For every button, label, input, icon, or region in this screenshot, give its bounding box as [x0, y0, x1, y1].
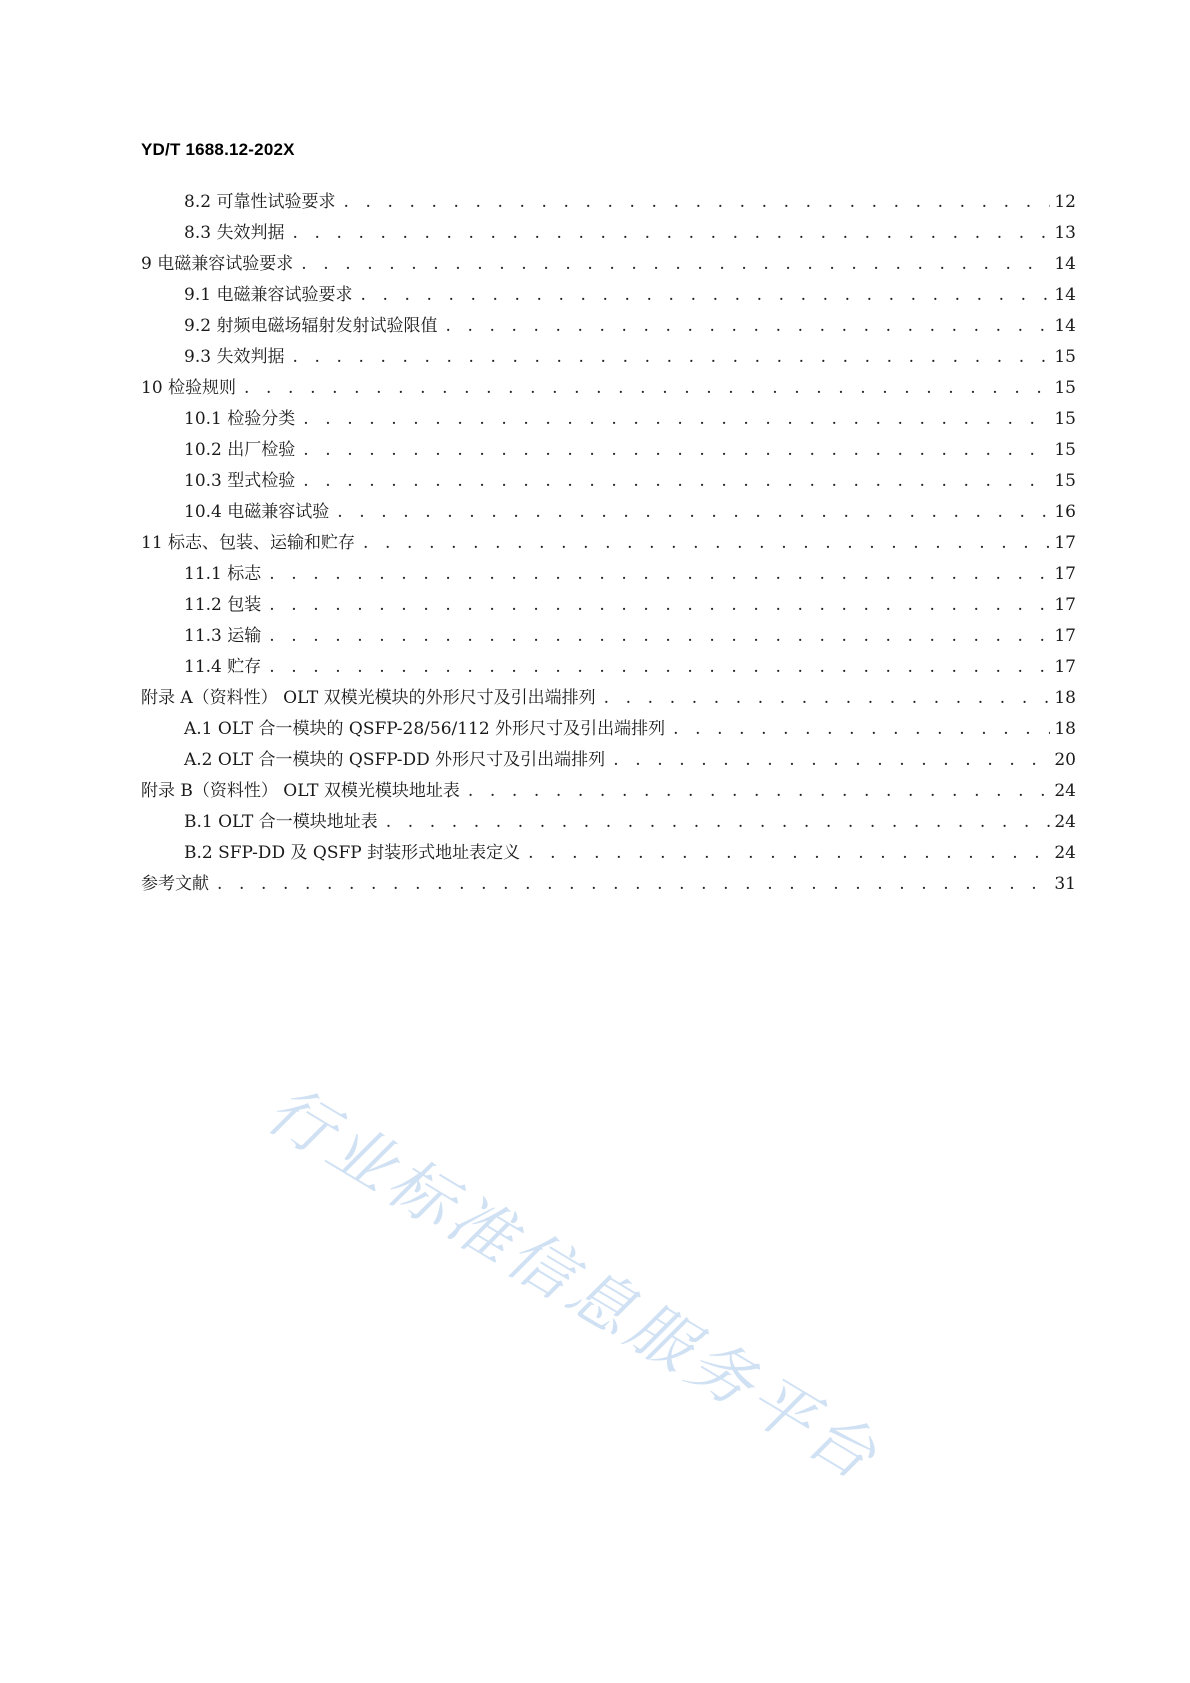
toc-entry[interactable] — [141, 280, 1076, 311]
toc-entry-title: 11 标志、包装、运输和贮存 — [141, 533, 356, 553]
toc-entry-title: 10.2 出厂检验 — [184, 440, 296, 460]
toc-dot-leader — [292, 223, 1050, 243]
toc-dot-leader — [269, 595, 1050, 615]
toc-entry-title: 9.3 失效判据 — [184, 347, 285, 367]
toc-entry-title: 附录 B（资料性） OLT 双模光模块地址表 — [141, 781, 460, 801]
toc-dot-leader — [363, 533, 1050, 553]
toc-entry[interactable] — [141, 218, 1076, 249]
toc-entry[interactable] — [141, 714, 1076, 745]
toc-dot-leader — [337, 502, 1050, 522]
toc-entry-title: 参考文献 — [141, 874, 209, 894]
toc-dot-leader — [445, 316, 1050, 336]
toc-entry-title: B.1 OLT 合一模块地址表 — [184, 812, 378, 832]
toc-entry-title: 8.3 失效判据 — [184, 223, 285, 243]
toc-dot-leader — [269, 626, 1050, 646]
toc-entry-page-number: 14 — [1054, 254, 1076, 274]
toc-dot-leader — [303, 440, 1050, 460]
toc-entry-page-number: 15 — [1054, 409, 1076, 429]
toc-dot-leader — [604, 688, 1051, 708]
toc-entry[interactable] — [141, 466, 1076, 497]
toc-entry[interactable] — [141, 497, 1076, 528]
toc-entry-page-number: 18 — [1054, 688, 1076, 708]
toc-entry-title: B.2 SFP-DD 及 QSFP 封装形式地址表定义 — [184, 843, 521, 863]
toc-entry[interactable] — [141, 838, 1076, 869]
toc-entry-title: 10.4 电磁兼容试验 — [184, 502, 330, 522]
toc-dot-leader — [468, 781, 1050, 801]
toc-dot-leader — [613, 750, 1050, 770]
toc-entry-title: 10.1 检验分类 — [184, 409, 296, 429]
toc-entry-page-number: 15 — [1054, 440, 1076, 460]
toc-entry-page-number: 15 — [1054, 471, 1076, 491]
toc-entry-title: A.1 OLT 合一模块的 QSFP-28/56/112 外形尺寸及引出端排列 — [184, 719, 666, 739]
toc-entry-title: 10.3 型式检验 — [184, 471, 296, 491]
toc-entry[interactable] — [141, 404, 1076, 435]
toc-entry-page-number: 13 — [1054, 223, 1076, 243]
toc-entry[interactable] — [141, 435, 1076, 466]
toc-entry[interactable] — [141, 776, 1076, 807]
toc-entry-title: 11.2 包装 — [184, 595, 262, 615]
toc-entry-page-number: 15 — [1054, 347, 1076, 367]
toc-entry-page-number: 18 — [1054, 719, 1076, 739]
toc-dot-leader — [292, 347, 1050, 367]
toc-dot-leader — [303, 471, 1050, 491]
toc-dot-leader — [360, 285, 1050, 305]
table-of-contents — [141, 187, 1076, 900]
toc-entry-title: 11.4 贮存 — [184, 657, 262, 677]
toc-entry-title: A.2 OLT 合一模块的 QSFP-DD 外形尺寸及引出端排列 — [184, 750, 606, 770]
document-code-header: YD/T 1688.12-202X — [141, 140, 295, 159]
toc-dot-leader — [301, 254, 1050, 274]
toc-entry-title: 9.2 射频电磁场辐射发射试验限值 — [184, 316, 438, 336]
toc-entry[interactable] — [141, 373, 1076, 404]
toc-entry-page-number: 17 — [1054, 595, 1076, 615]
toc-entry[interactable] — [141, 652, 1076, 683]
toc-entry-page-number: 17 — [1054, 626, 1076, 646]
toc-entry-page-number: 15 — [1054, 378, 1076, 398]
toc-entry[interactable] — [141, 528, 1076, 559]
toc-entry-page-number: 14 — [1054, 285, 1076, 305]
toc-entry-title: 9 电磁兼容试验要求 — [141, 254, 294, 274]
watermark: 行业标准信息服务平台 — [254, 1072, 893, 1497]
toc-dot-leader — [386, 812, 1051, 832]
toc-entry[interactable] — [141, 869, 1076, 900]
toc-entry[interactable] — [141, 745, 1076, 776]
toc-entry-page-number: 24 — [1054, 843, 1076, 863]
toc-entry[interactable] — [141, 683, 1076, 714]
toc-dot-leader — [217, 874, 1050, 894]
toc-entry-page-number: 14 — [1054, 316, 1076, 336]
toc-dot-leader — [269, 564, 1050, 584]
toc-entry-title: 8.2 可靠性试验要求 — [184, 192, 336, 212]
toc-entry-page-number: 17 — [1054, 657, 1076, 677]
toc-entry[interactable] — [141, 187, 1076, 218]
toc-dot-leader — [343, 192, 1050, 212]
toc-dot-leader — [528, 843, 1050, 863]
toc-dot-leader — [303, 409, 1050, 429]
toc-entry-page-number: 16 — [1054, 502, 1076, 522]
toc-entry-title: 11.1 标志 — [184, 564, 262, 584]
toc-entry[interactable] — [141, 559, 1076, 590]
toc-entry[interactable] — [141, 807, 1076, 838]
toc-entry[interactable] — [141, 621, 1076, 652]
toc-entry-title: 9.1 电磁兼容试验要求 — [184, 285, 353, 305]
toc-dot-leader — [269, 657, 1050, 677]
toc-entry-title: 附录 A（资料性） OLT 双模光模块的外形尺寸及引出端排列 — [141, 688, 596, 708]
toc-dot-leader — [673, 719, 1050, 739]
toc-entry-page-number: 17 — [1054, 533, 1076, 553]
toc-entry[interactable] — [141, 590, 1076, 621]
toc-entry[interactable] — [141, 342, 1076, 373]
toc-entry-page-number: 24 — [1054, 812, 1076, 832]
toc-dot-leader — [244, 378, 1050, 398]
toc-entry-title: 10 检验规则 — [141, 378, 237, 398]
toc-entry[interactable] — [141, 249, 1076, 280]
toc-entry[interactable] — [141, 311, 1076, 342]
toc-entry-page-number: 31 — [1054, 874, 1076, 894]
toc-entry-page-number: 24 — [1054, 781, 1076, 801]
toc-entry-title: 11.3 运输 — [184, 626, 262, 646]
toc-entry-page-number: 12 — [1054, 192, 1076, 212]
toc-entry-page-number: 20 — [1054, 750, 1076, 770]
toc-entry-page-number: 17 — [1054, 564, 1076, 584]
